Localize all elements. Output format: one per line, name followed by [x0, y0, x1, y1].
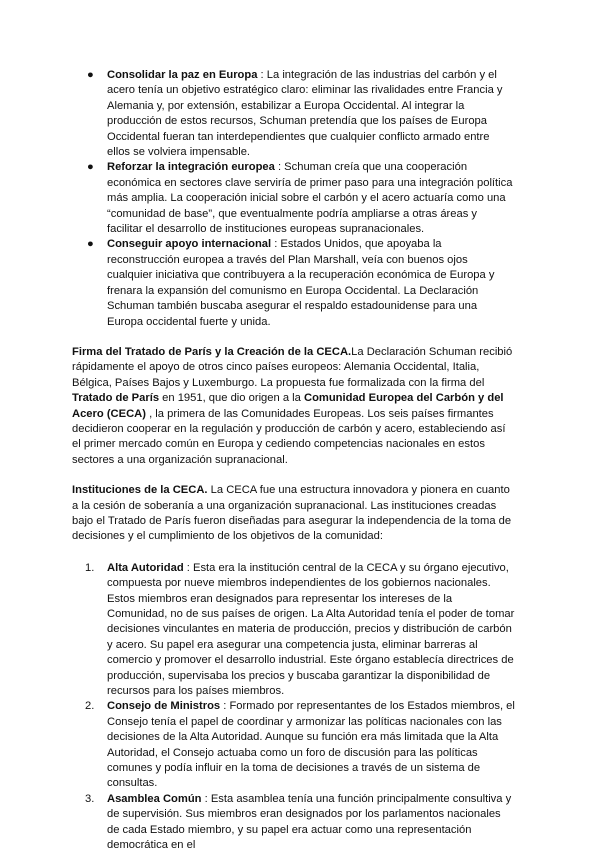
bullet-icon: ●	[87, 161, 94, 174]
list-item	[87, 237, 515, 329]
item-title: Conseguir apoyo internacional	[107, 238, 272, 251]
paragraph-text: La Declaración Schuman recibió rápidamente el apoyo de otros cinco países europeos: Alemania Occidental, Italia, Bélgica, Países Bajos y Luxemburgo. La propuesta fue formalizada con la firma del	[72, 345, 513, 389]
paragraph-text: , la primera de las Comunidades Europeas. Los seis países firmantes decidieron cooperar en la regulación y producción de carbón y acero, estableciendo así el primer mercado común en Europa y cediendo competencias nacionales en estos sectores a una organización supranacional.	[72, 407, 506, 466]
item-title: Consejo de Ministros	[107, 700, 221, 713]
bullet-icon: ●	[87, 69, 94, 81]
paragraph-text: en 1951, que dio origen a la	[159, 392, 304, 405]
objectives-list	[72, 68, 515, 330]
item-number: 2.	[85, 700, 95, 713]
instituciones-paragraph	[72, 483, 515, 545]
paragraph-text: La CECA fue una estructura innovadora y pionera en cuanto a la cesión de soberanía a una organización supranacional. Las instituciones creadas bajo el Tratado de París fueron diseñadas para asegurar la independencia de la toma de decisiones y el cumplimiento de los objetivos de la comunidad:	[72, 484, 512, 543]
list-item	[85, 792, 515, 854]
item-text: : Estados Unidos, que apoyaba la reconstrucción europea a través del Plan Marshall, veía con buenos ojos cualquier iniciativa que contribuyera a la recuperación económica de Europa y frenara la expansión del comunismo en Europa Occidental. La Declaración Schuman también buscaba asegurar el respaldo estadounidense para una Europa occidental fuerte y unida.	[107, 238, 495, 328]
bold-term: Comunidad Europea del Carbón y del Acero (CECA)	[72, 392, 504, 420]
item-number: 1.	[85, 561, 95, 574]
item-text: : Esta era la institución central de la CECA y su órgano ejecutivo, compuesta por nueve miembros independientes de los gobiernos nacionales. Estos miembros eran designados para representar los intereses de la Comunidad, no de sus países de origen. La Alta Autoridad tenía el poder de tomar decisiones vinculantes en materia de producción, precios y distribución de carbón y acero. Su papel era asegurar una competencia justa, eliminar barreras al comercio y promover el desarrollo industrial. Este órgano establecía directrices de producción, supervisaba los precios y buscaba garantizar la disponibilidad de recursos para los países miembros.	[107, 561, 515, 698]
item-text: : La integración de las industrias del carbón y el acero tenía un objetivo estratégico claro: eliminar las rivalidades entre Francia y Alemania y, por extensión, estabilizar a Europa Occidental. Al integrar la producción de estos recursos, Schuman pretendía que los países de Europa Occidental fueran tan interdependientes que cualquier conflicto armado entre ellos se volviera impensable.	[107, 69, 503, 159]
item-text: : Formado por representantes de los Estados miembros, el Consejo tenía el papel de coordinar y armonizar las políticas nacionales con las decisiones de la Alta Autoridad. Aunque su función era más limitada que la Alta Autoridad, el Consejo actuaba como un foro de discusión para las políticas comunes y podía influir en la toma de decisiones a través de un sistema de consultas.	[107, 700, 515, 790]
item-text: : Esta asamblea tenía una función principalmente consultiva y de supervisión. Sus miembros eran designados por los parlamentos nacionales de cada Estado miembro, y su papel era actuar como una representación democrática en el	[107, 792, 512, 852]
firma-paragraph	[72, 345, 515, 468]
item-title: Consolidar la paz en Europa	[107, 69, 258, 81]
bold-term: Tratado de París	[72, 392, 160, 405]
item-title: Reforzar la integración europea	[107, 161, 275, 174]
item-title: Asamblea Común	[107, 792, 202, 805]
item-title: Alta Autoridad	[107, 561, 184, 574]
list-item	[87, 68, 515, 160]
institutions-list	[72, 561, 515, 854]
bullet-icon: ●	[87, 238, 94, 251]
item-number: 3.	[85, 792, 95, 805]
list-item	[85, 699, 515, 791]
section-heading: Instituciones de la CECA.	[72, 484, 208, 497]
list-item	[87, 160, 515, 237]
item-text: : Schuman creía que una cooperación económica en sectores clave serviría de primer paso para una integración política más amplia. La cooperación inicial sobre el carbón y el acero actuaría como una “comunidad de base”, que eventualmente podría ampliarse a otras áreas y facilitar el desarrollo de instituciones europeas supranacionales.	[107, 161, 513, 236]
list-item	[85, 561, 515, 700]
section-heading: Firma del Tratado de París y la Creación de la CECA.	[72, 345, 352, 358]
